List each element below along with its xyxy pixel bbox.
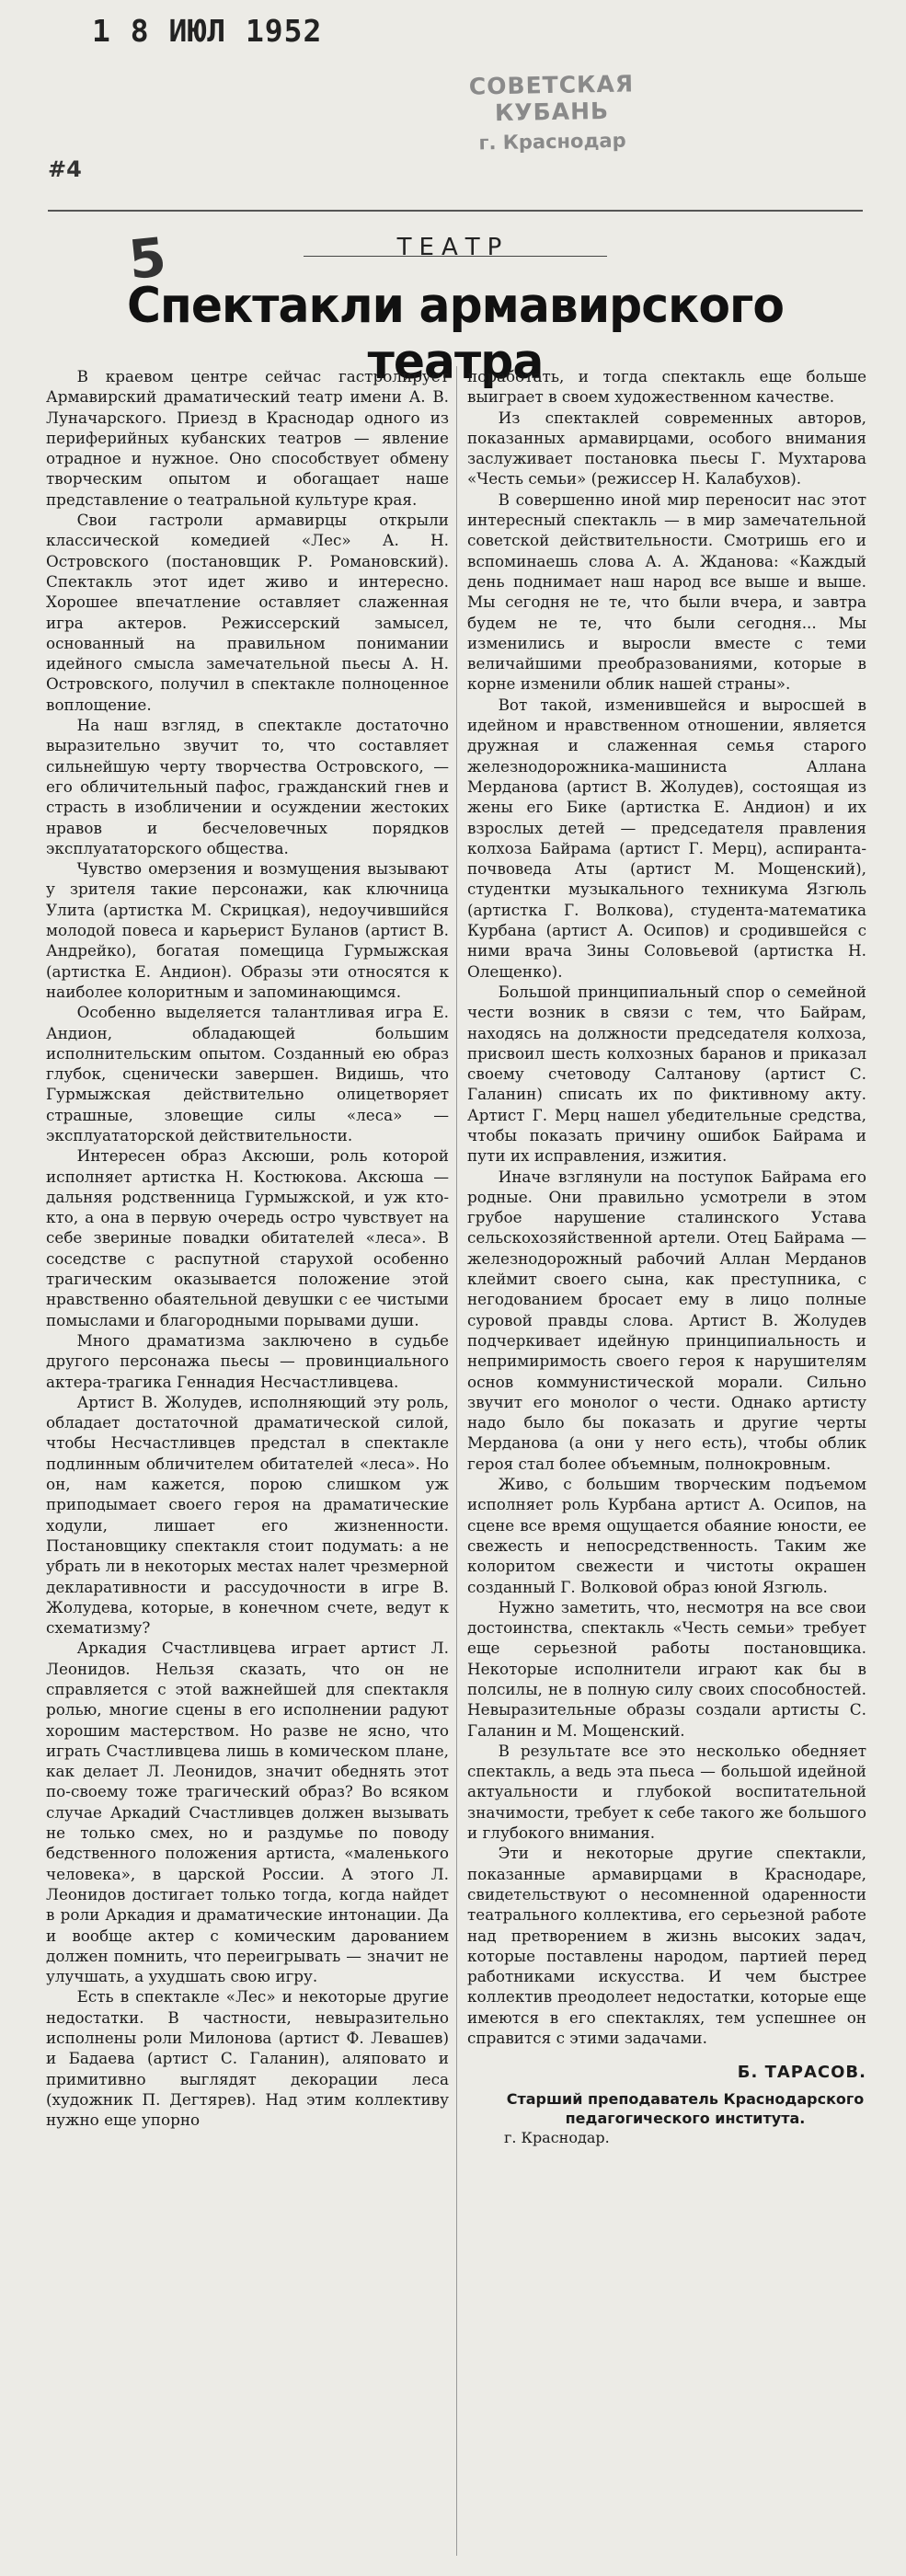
- newspaper-stamp-city: г. Краснодар: [478, 129, 626, 155]
- paragraph: В краевом центре сейчас гастролирует Армавирский драматический театр имени А. В. Луначарского. Приезд в Краснодар одного из периферийных кубанских театров — явление отрадное и нужное. Оно способствует обмену творческим опытом и обогащает наше представление о театральной культуре края.: [46, 367, 449, 509]
- paragraph: Много драматизма заключено в судьбе другого персонажа пьесы — провинциального актера-трагика Геннадия Несчастливцева.: [46, 1330, 449, 1391]
- paragraph: На наш взгляд, в спектакле достаточно выразительно звучит то, что составляет сильнейшую черту творчества Островского, — его обличительный пафос, гражданский гнев и страсть в изобличении и осуждении жестоких нравов и бесчеловечных порядков эксплуататорского общества.: [46, 716, 449, 857]
- newspaper-stamp: [431, 70, 671, 155]
- author-position: Старший преподаватель Краснодарского педагогического института.: [506, 2089, 865, 2127]
- paragraph: Свои гастроли армавирцы открыли классической комедией «Лес» А. Н. Островского (постановщик Р. Романовский). Спектакль этот идет живо и интересно. Хорошее впечатление оставляет слаженная игра актеров. Режиссерский замысел, основанный на правильном понимании идейного смысла замечательной пьесы А. Н. Островского, получил в спектакле полноценное воплощение.: [46, 511, 449, 714]
- paragraph: Особенно выделяется талантливая игра Е. Андион, обладающей большим исполнительским опытом. Созданный ею образ глубок, сценически завершен. Видишь, что Гурмыжская действительно олицетворяет страшные, зловещие силы «леса» — эксплуататорской действительности.: [46, 1003, 449, 1144]
- paragraph: В результате все это несколько обедняет спектакль, а ведь эта пьеса — большой идейной актуальности и глубокой воспитательной значимости, требует к себе такого же большого и глубокого внимания.: [467, 1741, 866, 1843]
- rubric-underline: [304, 256, 607, 257]
- paragraph: Артист В. Жолудев, исполняющий эту роль, обладает достаточной драматической силой, чтобы Несчастливцев предстал в спектакле подлинным обличителем обитателей «леса». Но он, нам кажется, порою слишком уж приподымает своего героя на драматические ходули, лишает его жизненности. Постановщику спектакля стоит подумать: а не убрать ли в некоторых местах налет чрезмерной декларативности и рассудочности в игре В. Жолудева, которые, в конечном счете, ведут к схематизму?: [46, 1392, 449, 1638]
- author-signature: Б. ТАРАСОВ.: [737, 2063, 866, 2083]
- top-rule: [48, 210, 863, 212]
- paragraph: В совершенно иной мир переносит нас этот интересный спектакль — в мир замечательной советской действительности. Смотришь его и вспоминаешь слова А. А. Жданова: «Каждый день поднимает наш народ все выше и выше. Мы сегодня не те, что были вчера, и завтра будем не те, что были сегодня... Мы изменились и выросли вместе с теми величайшими преобразованиями, которые в корне изменили облик нашей страны».: [467, 489, 866, 694]
- paragraph: Живо, с большим творческим подъемом исполняет роль Курбана артист А. Осипов, на сцене все время ощущается обаяние юности, ее свежесть и непосредственность. Таким же колоритом свежести и чистоты окрашен созданный Г. Волковой образ юной Язгюль.: [467, 1475, 866, 1596]
- pencil-mark: 5: [125, 225, 169, 292]
- paragraph: Из спектаклей современных авторов, показанных армавирцами, особого внимания заслуживает постановка пьесы Г. Мухтарова «Честь семьи» (режиссер Н. Калабухов).: [467, 408, 866, 489]
- paragraph: Аркадия Счастливцева играет артист Л. Леонидов. Нельзя сказать, что он не справляется с этой важнейшей для спектакля ролью, многие сцены в его исполнении радуют хорошим мастерством. Но разве не ясно, что играть Счастливцева лишь в комическом плане, как делает Л. Леонидов, значит обеднять этот по-своему тоже трагический образ? Во всяком случае Аркадий Счастливцев должен вызывать не только смех, но и раздумье по поводу бедственного положения артиста, «маленького человека», в царской России. А этого Л. Леонидов достигает только тогда, когда найдет в роли Аркадия и драматические интонации. Да и вообще актер с комическим дарованием должен помнить, что переигрывать — значит не улучшать, а ухудшать свою игру.: [46, 1639, 449, 1986]
- article-title: Спектакли армавирского театра: [126, 278, 785, 390]
- paragraph: поработать, и тогда спектакль еще больше выиграет в своем художественном качестве.: [467, 367, 866, 407]
- article-column-right: [467, 366, 866, 2560]
- dateline-city: г. Краснодар.: [504, 2128, 610, 2146]
- paragraph: Иначе взглянули на поступок Байрама его родные. Они правильно усмотрели в этом грубое нарушение сталинского Устава сельскохозяйственной артели. Отец Байрама — железнодорожный рабочий Аллан Мерданов клеймит своего сына, как преступника, с негодованием бросает ему в лицо полные суровой правды слова. Артист В. Жолудев подчеркивает идейную принципиальность и непримиримость своего героя к нарушителям основ коммунистической морали. Сильно звучит его монолог о чести. Однако артисту надо было бы показать и другие черты Мерданова (а они у него есть), чтобы облик героя стал более объемным, полнокровным.: [467, 1167, 866, 1473]
- paragraph: Нужно заметить, что, несмотря на все свои достоинства, спектакль «Честь семьи» требует еще серьезной работы постановщика. Некоторые исполнители играют как бы в полсилы, не в полную силу своих способностей. Невыразительные образы создали артисты С. Галанин и М. Мощенский.: [467, 1597, 866, 1740]
- article-column-left: [46, 366, 449, 2560]
- paragraph: Большой принципиальный спор о семейной чести возник в связи с тем, что Байрам, находясь на должности председателя колхоза, присвоил шесть колхозных баранов и приказал своему счетоводу Салтанову (артист С. Галанин) списать их по фиктивному акту. Артист Г. Мерц нашел убедительные средства, чтобы показать причину ошибок Байрама и пути их исправления, изжития.: [467, 982, 866, 1166]
- newspaper-stamp-title: СОВЕТСКАЯ КУБАНЬ: [468, 70, 635, 127]
- column-divider: [456, 366, 457, 2556]
- rubric: ТЕАТР: [396, 234, 510, 261]
- paragraph: Вот такой, изменившейся и выросшей в идейном и нравственном отношении, является дружная и слаженная семья старого железнодорожника-машиниста Аллана Мерданова (артист В. Жолудев), состоящая из жены его Бике (артистка Е. Андион) и их взрослых детей — председателя правления колхоза Байрама (артист Г. Мерц), аспиранта-почвоведа Аты (артист М. Мощенский), студентки музыкального техникума Язгюль (артистка Г. Волкова), студента-математика Курбана (артист А. Осипов) и сродившейся с ними врача Зины Соловьевой (артистка Н. Олещенко).: [467, 695, 866, 981]
- page-number-value: 4: [66, 156, 82, 182]
- paragraph: Чувство омерзения и возмущения вызывают у зрителя такие персонажи, как ключница Улита (артистка М. Скрицкая), недоучившийся молодой повеса и карьерист Буланов (артист В. Андрейко), богатая помещица Гурмыжская (артистка Е. Андион). Образы эти относятся к наиболее колоритным и запоминающимся.: [46, 859, 449, 1001]
- paragraph: Интересен образ Аксюши, роль которой исполняет артистка Н. Костюкова. Аксюша — дальняя родственница Гурмыжской, и уж кто-кто, а она в первую очередь остро чувствует на себе звериные повадки обитателей «леса». В соседстве с распутной старухой особенно трагическим оказывается положение этой нравственно обаятельной девушки с ее чистыми помыслами и благородными порывами души.: [46, 1146, 449, 1329]
- paragraph: Есть в спектакле «Лес» и некоторые другие недостатки. В частности, невыразительно исполнены роли Милонова (артист Ф. Левашев) и Бадаева (артист С. Галанин), аляповато и примитивно выглядят декорации леса (художник П. Дегтярев). Над этим коллективу нужно еще упорно: [46, 1987, 449, 2130]
- paragraph: Эти и некоторые другие спектакли, показанные армавирцами в Краснодаре, свидетельствуют о несомненной одаренности театрального коллектива, его серьезной работе над претворением в жизнь высоких задач, которые поставлены народом, партией перед работниками искусства. И чем быстрее коллектив преодолеет недостатки, которые еще имеются в его спектаклях, тем успешнее он справится с этими задачами.: [467, 1844, 866, 2048]
- date-stamp: 1 8 ИЮЛ 1952: [92, 13, 323, 49]
- page-number: #4: [48, 156, 82, 182]
